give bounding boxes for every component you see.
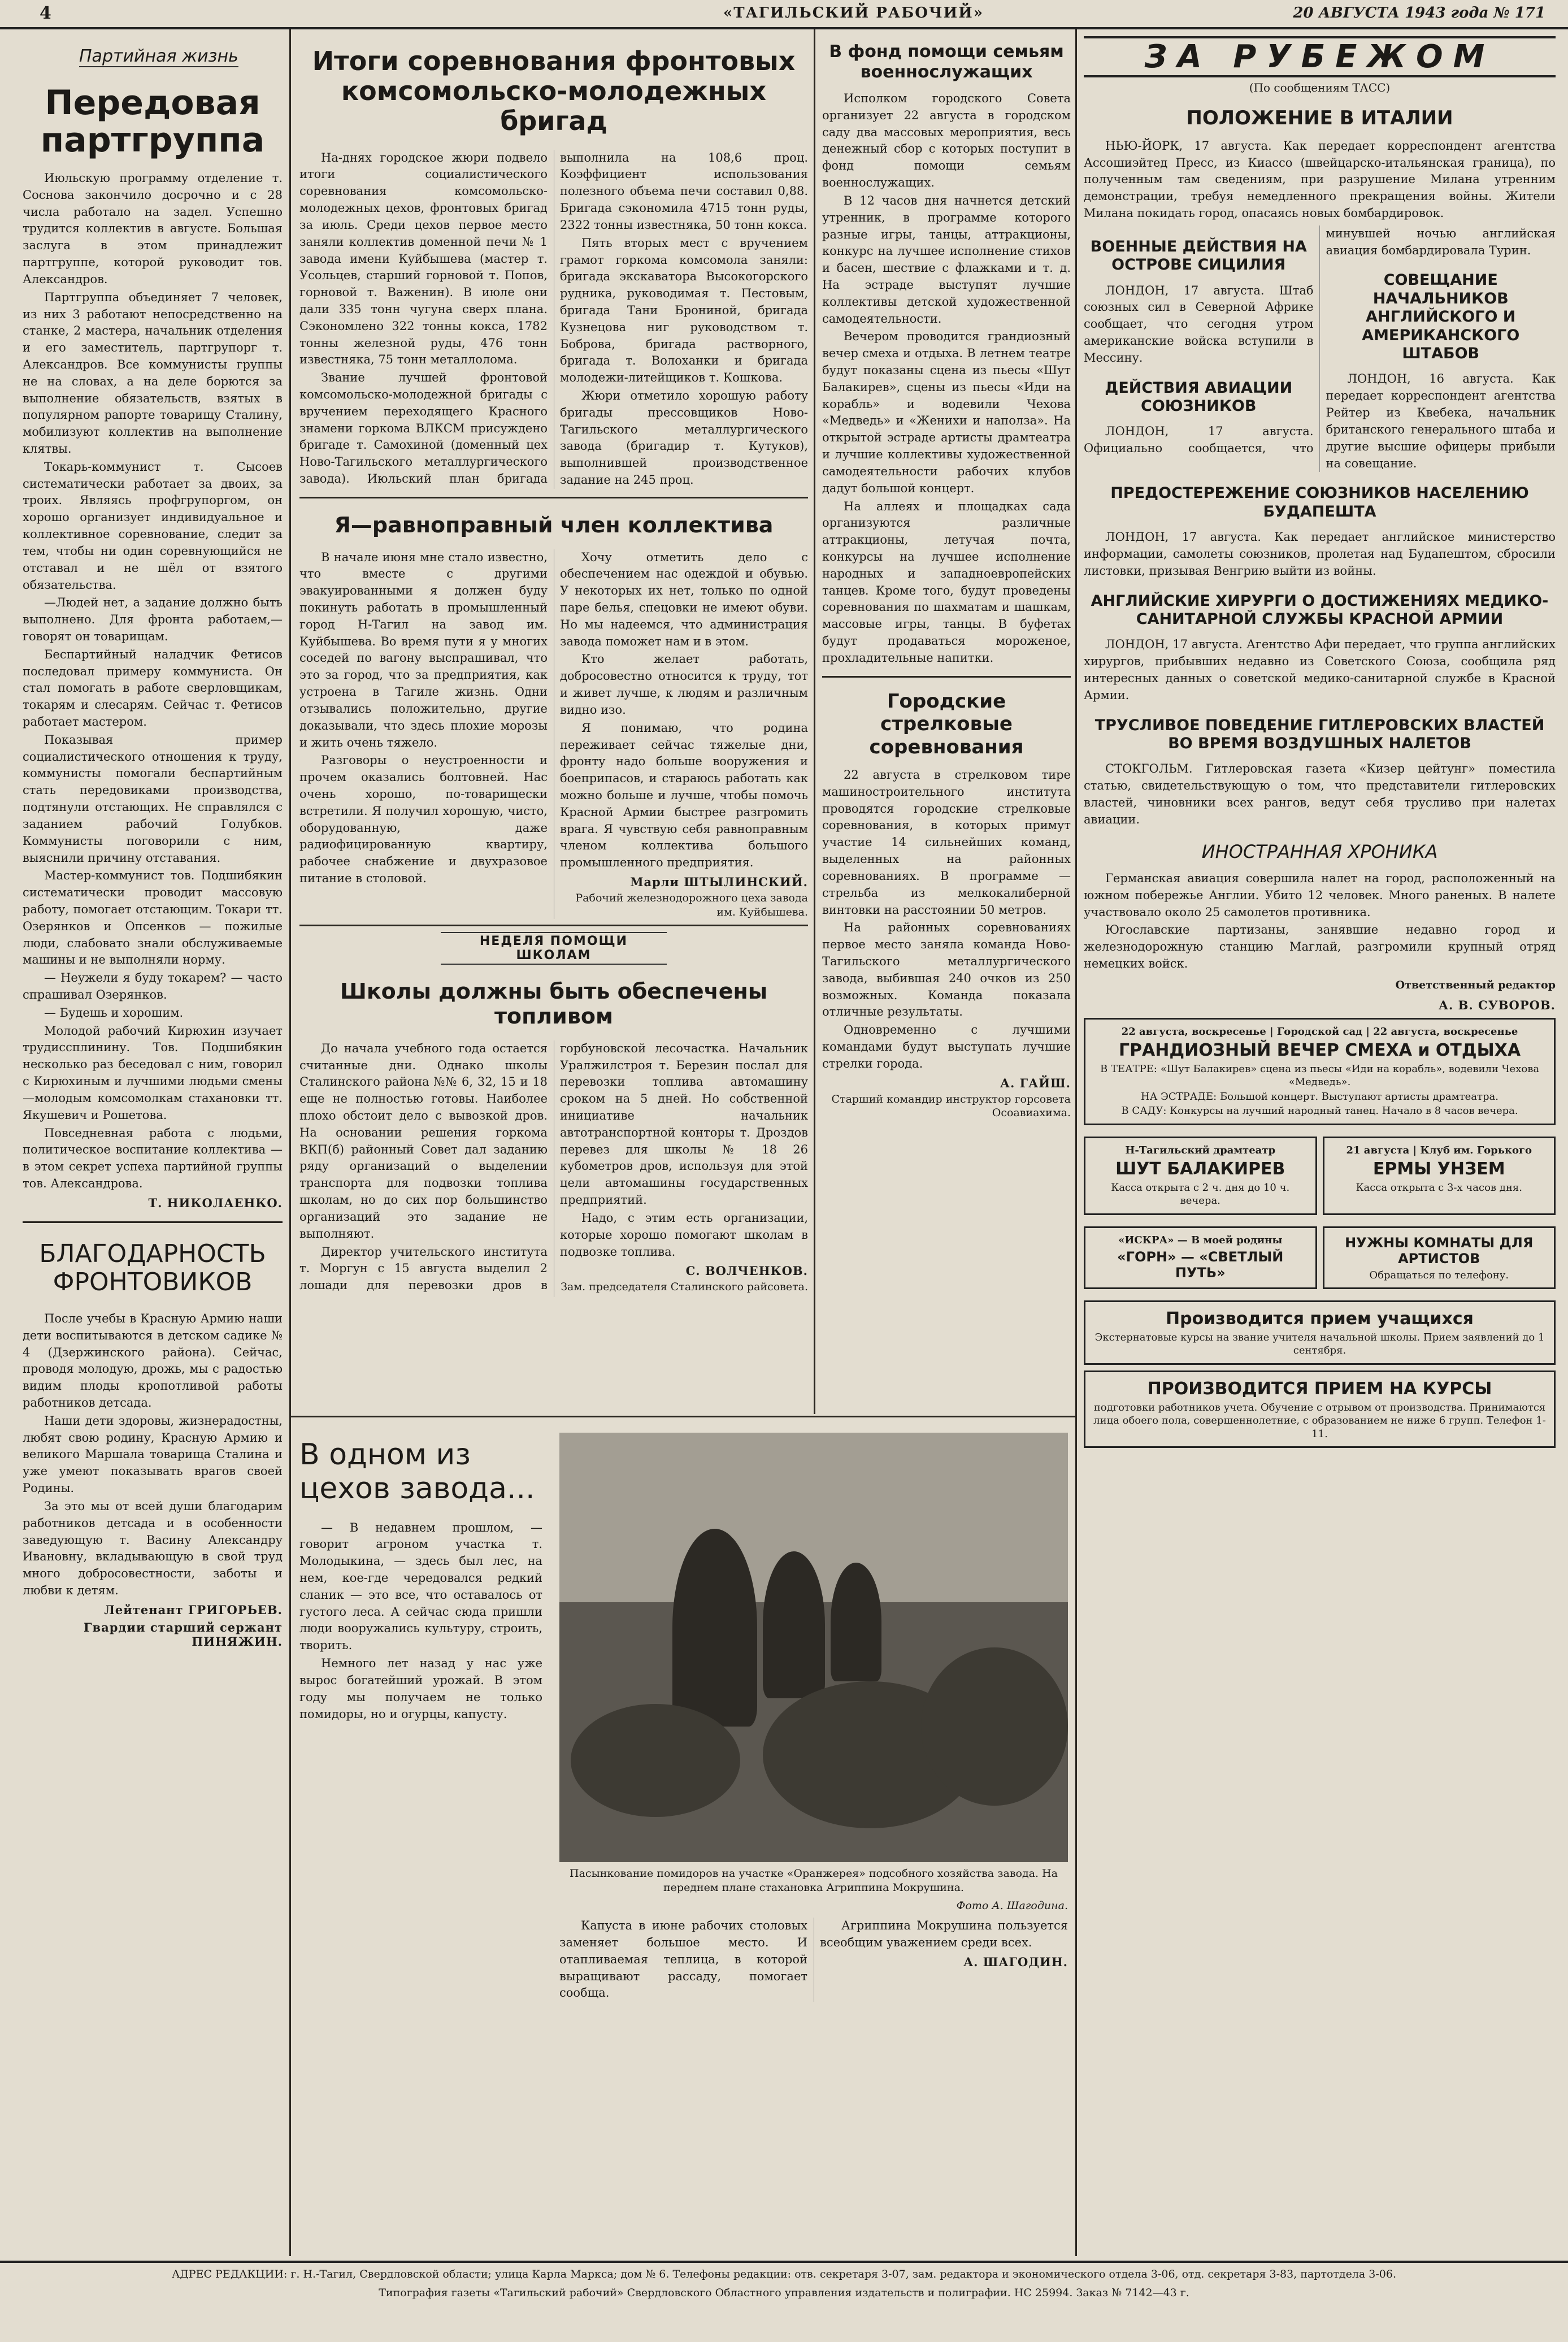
paragraph: Партгруппа объединяет 7 человек, из них 3 работают непосредственно на станке, 2 мастера, начальник отделения и его заместитель, партгрупорг т. Александров. Все коммунисты группы не на словах, а на деле борются за выполнение обязательств, взятых в популярном рапорте товарищу Сталину, мобилизуют коллектив на выполнение клятвы.	[23, 290, 283, 456]
ad-head: 22 августа, воскресенье | Городской сад | 22 августа, воскресенье	[1121, 1025, 1518, 1038]
ad-line: Обращаться по телефону.	[1369, 1269, 1509, 1281]
news-text: СТОКГОЛЬМ. Гитлеровская газета «Кизер цейтунг» поместила статью, свидетельствующую о том, что представители гитлеровских властей, чиновники всех рангов, ведут себя трусливо при налетах авиации.	[1084, 762, 1556, 826]
signature-note: Зам. председателя Сталинского райсовета.	[561, 1281, 808, 1294]
paragraph: Наши дети здоровы, жизнерадостны, любят свою родину, Красную Армию и великого Маршала товарища Сталина и уже умеют показывать врагов своей Родины.	[23, 1413, 283, 1495]
paragraph: Молодой рабочий Кирюхин изучает трудиссплинину. Тов. Подшибякин несколько раз беседовал с ним, говорил с Кирюхиным и лучшими людьми смены —молодым комсомолкам стахановки тт. Якушевич и Рошетова.	[23, 1023, 283, 1122]
paragraph: — Неужели я буду токарем? — часто спрашивал Озерянков.	[23, 971, 283, 1001]
article-title: Школы должны быть обеспечены топливом	[340, 979, 768, 1029]
paragraph: На районных соревнованиях первое место заняла команда Ново-Тагильского металлургического завода, выбившая 240 очков из 250 возможных. Команда показала отличные результаты.	[822, 921, 1071, 1019]
ad-title: Производится прием учащихся	[1166, 1309, 1474, 1329]
article-body	[299, 150, 808, 489]
photo-foliage	[571, 1704, 740, 1817]
signature: Марли ШТЫЛИНСКИЙ.	[630, 875, 808, 890]
article-in-workshop	[299, 1421, 1068, 2258]
paragraph: Повседневная работа с людьми, политическое воспитание коллектива — в этом секрет успеха партийной группы тов. Александрова.	[23, 1126, 283, 1190]
news-title: СОВЕЩАНИЕ НАЧАЛЬНИКОВ АНГЛИЙСКОГО И АМЕРИКАНСКОГО ШТАБОВ	[1362, 271, 1520, 363]
photo-caption: Пасынкование помидоров на участке «Оранжерея» подсобного хозяйства завода. На переднем плане стахановка Агриппина Мокрушина.	[570, 1867, 1058, 1894]
page-header	[0, 0, 1568, 29]
paragraph: Разговоры о неустроенности и прочем оказались болтовней. Нас очень хорошо, по-товарищески встретили. Я получил хорошую, чисто, оборудованную, даже радиофицированную квартиру, рабочее снабжение и двухразовое питание в столовой.	[299, 753, 548, 886]
paragraph: За это мы от всей души благодарим работников детсада и в особенности заведующую т. Васину Александру Ивановну, вкладывающую в свой труд много добросовестности, заботы и любви к детям.	[23, 1499, 283, 1597]
paragraph: Беспартийный наладчик Фетисов последовал примеру коммуниста. Он стал помогать в работе сверловщикам, токарям и слесарям. Сейчас т. Фетисов работает мастером.	[23, 647, 283, 728]
paragraph: Мастер-коммунист тов. Подшибякин систематически проводит массовую работу, помогает отстающим. Токари тт. Озерянков и Опсенков — пожилые люди, слабовато знали обслуживаемые машины и не выполняли норму.	[23, 869, 283, 967]
paragraph: Одновременно с лучшими командами будут выступать лучшие стрелки города.	[822, 1023, 1071, 1070]
column-party-life	[23, 29, 283, 1651]
paragraph: 22 августа в стрелковом тире машиностроительного института проводятся городские стрелковые соревнования, в которых примут участие 14 сильнейших команд, выделенных на районных соревнованиях. В программе — стрельба из мелкокалиберной винтовки на расстоянии 50 метров.	[822, 768, 1071, 917]
signature: Гвардии старший сержант ПИНЯЖИН.	[84, 1620, 283, 1649]
ad-title: ГРАНДИОЗНЫЙ ВЕЧЕР СМЕХА и ОТДЫХА	[1118, 1040, 1521, 1060]
paragraph: Показывая пример социалистического отношения к труду, коммунисты помогали беспартийным стать передовиками производства, подтянули отстающих. Не справлялся с заданием рабочий Голубков. Коммунисты поговорили с ним, выяснили причину отставания.	[23, 732, 283, 865]
paragraph: Немного лет назад у нас уже вырос богатейший урожай. В этом году мы получаем не только помидоры, но и огурцы, капусту.	[299, 1656, 542, 1721]
ad-title: ПРОИЗВОДИТСЯ ПРИЕМ НА КУРСЫ	[1147, 1378, 1492, 1399]
photo-tomato-field	[559, 1433, 1068, 1862]
column-rule	[1075, 29, 1077, 2256]
abroad-header	[1084, 36, 1556, 77]
news-title: ТРУСЛИВОЕ ПОВЕДЕНИЕ ГИТЛЕРОВСКИХ ВЛАСТЕЙ ВО ВРЕМЯ ВОЗДУШНЫХ НАЛЕТОВ	[1094, 716, 1545, 752]
paper-name: «ТАГИЛЬСКИЙ РАБОЧИЙ»	[723, 5, 984, 21]
article-title: Городские стрелковые соревнования	[869, 689, 1024, 759]
column-family-fund	[822, 29, 1071, 1414]
ad-cinema	[1084, 1226, 1317, 1289]
article-body	[299, 549, 808, 920]
abroad-subtitle: (По сообщениям ТАСС)	[1249, 81, 1391, 94]
paragraph: Жюри отметило хорошую работу бригады прессовщиков Ново-Тагильского металлургического завода (бригадир т. Кутуков), выполнившей производственное задание на 245 проц.	[560, 389, 808, 487]
news-title: ДЕЙСТВИЯ АВИАЦИИ СОЮЗНИКОВ	[1105, 379, 1293, 415]
news-title: АНГЛИЙСКИЕ ХИРУРГИ О ДОСТИЖЕНИЯХ МЕДИКО-САНИТАРНОЙ СЛУЖБЫ КРАСНОЙ АРМИИ	[1091, 592, 1549, 628]
divider	[299, 497, 808, 498]
ad-title: НУЖНЫ КОМНАТЫ ДЛЯ АРТИСТОВ	[1345, 1234, 1534, 1267]
paragraph: Агриппина Мокрушина пользуется всеобщим уважением среди всех.	[820, 1919, 1068, 1949]
issue-date: 20 АВГУСТА 1943 года № 171	[1293, 5, 1545, 21]
paragraph: На-днях городское жюри подвело итоги социалистического соревнования комсомольско-молодежных цехов, фронтовых бригад за июль. Среди цехов первое место заняли коллектив доменной печи № 1 завода имени Куйбышева (мастер т. Усольцев, старший горновой т. Попов, горновой т. Важенин). В июле они дали 335 тонн чугуна сверх плана. Сэкономлено 322 тонны кокса, 1782 тонны железной руды, 476 тонн известняка, 75 тонн металлолома.	[299, 150, 548, 367]
divider	[289, 1416, 1075, 1417]
ad-title: ШУТ БАЛАКИРЕВ	[1115, 1159, 1285, 1179]
article-title: В одном из цехов завода...	[299, 1438, 535, 1506]
photo-block	[559, 1433, 1068, 2002]
editor-label: Ответственный редактор	[1395, 978, 1556, 991]
signature-note: Старший командир инструктор горсовета Осоавиахима.	[831, 1092, 1071, 1120]
chronicle-text: Югославские партизаны, занявшие недавно город и железнодорожную станцию Маглай, разгромили крупный отряд немецких войск.	[1084, 923, 1556, 971]
news-title: ПРЕДОСТЕРЕЖЕНИЕ СОЮЗНИКОВ НАСЕЛЕНИЮ БУДАПЕШТА	[1110, 484, 1529, 521]
ad-club	[1323, 1137, 1556, 1215]
column-competition	[299, 29, 808, 1414]
ad-line: подготовки работников учета. Обучение с отрывом от производства. Принимаются лица обоего пола, совершеннолетние, с образованием не ниже 6 групп. Телефон 1-11.	[1093, 1401, 1546, 1440]
ad-head: 21 августа | Клуб им. Горького	[1346, 1144, 1532, 1156]
paragraph: Токарь-коммунист т. Сысоев систематически работает за двоих, за троих. Являясь профгрупоргом, он хорошо организует индивидуальное и коллективное соревнование, следит за тем, чтобы ни один соревнующийся не отставал и не шёл от взятого обязательства.	[23, 459, 283, 592]
ad-evening	[1084, 1018, 1556, 1125]
signature: А. ГАЙШ.	[1000, 1075, 1071, 1090]
news-title: ВОЕННЫЕ ДЕЙСТВИЯ НА ОСТРОВЕ СИЦИЛИЯ	[1090, 237, 1307, 274]
article-title: В фонд помощи семьям военнослужащих	[829, 42, 1064, 82]
ad-title: «ГОРН» — «СВЕТЛЫЙ ПУТЬ»	[1117, 1249, 1284, 1281]
divider	[299, 925, 808, 926]
article-body	[23, 170, 283, 1192]
paragraph: Надо, с этим есть организации, которые хорошо помогают школам в подвозке топлива.	[560, 1211, 808, 1259]
photo-worker-figure	[672, 1529, 757, 1727]
article-title: Итоги соревнования фронтовых комсомольско-молодежных бригад	[312, 46, 796, 136]
article-body-cont	[559, 1918, 1068, 2002]
ad-line: Касса открыта с 3-х часов дня.	[1356, 1181, 1522, 1194]
paragraph: На аллеях и площадках сада организуются различные аттракционы, летучая почта, конкурсы на лучшее исполнение народных и западноевропейских танцев. Кроме того, будут проведены соревнования по шахматам и шашкам, массовые игры, танцы. В буфетах будут продаваться мороженое, прохладительные напитки.	[822, 499, 1071, 665]
news-item	[1084, 107, 1556, 222]
signature: Т. НИКОЛАЕНКО.	[148, 1195, 283, 1210]
ad-line: Экстернатовые курсы на звание учителя начальной школы. Прием заявлений до 1 сентября.	[1094, 1332, 1545, 1357]
chronicle-title: ИНОСТРАННАЯ ХРОНИКА	[1201, 840, 1438, 862]
ad-courses	[1084, 1370, 1556, 1448]
signature-note: Рабочий железнодорожного цеха завода им. Куйбышева.	[575, 892, 808, 918]
paragraph: Пять вторых мест с вручением грамот горкома комсомола заняли: бригада экскаватора Высокогорского рудника, руководимая т. Пестовым, бригада Тани Брониной, бригада Кузнецова ниг руководством т. Боброва, бригада растворного, бригада т. Волоханки и бригада молодежи-литейщиков т. Кошкова.	[560, 236, 808, 385]
column-rule	[814, 29, 815, 1414]
paragraph: — В недавнем прошлом, — говорит агроном участка т. Молодыкина, — здесь был лес, на нем, кое-где чередовался редкий сланик — это все, что оставалось от густого леса. А сейчас сюда пришли люди вооружались культуру, строить, творить.	[299, 1520, 542, 1653]
paragraph: Июльскую программу отделение т. Соснова закончило досрочно и с 28 числа работало на задел. Успешно трудится коллектив в августе. Большая заслуга в этом принадлежит партгруппе, которой руководит тов. Александров.	[23, 171, 283, 286]
paragraph: Хочу отметить дело с обеспечением нас одеждой и обувью. У некоторых их нет, только по одной паре белья, спецовки не имеют обуви. Но мы надеемся, что администрация завода поможет нам и в этом.	[560, 550, 808, 648]
paragraph: Кто желает работать, добросовестно относится к труду, тот и живет лучше, к людям и различным видно изо.	[560, 652, 808, 717]
paragraph: Капуста в июне рабочих столовых заменяет большое место. И отапливаемая теплица, в которой выращивают рассаду, помогает сообща.	[559, 1919, 807, 2000]
page-footer	[0, 2261, 1568, 2342]
article-title: Я—равноправный член коллектива	[334, 512, 774, 537]
ad-row	[1084, 1131, 1556, 1221]
ad-line: В САДУ: Конкурсы на лучший народный танец. Начало в 8 часов вечера.	[1121, 1105, 1518, 1117]
article-title: БЛАГОДАРНОСТЬ ФРОНТОВИКОВ	[39, 1239, 266, 1297]
column-rule	[289, 29, 291, 2256]
paragraph: Я понимаю, что родина переживает сейчас тяжелые дни, фронту надо больше вооружения и боеприпасов, и стараюсь работать как можно больше и лучше, чтобы помочь Красной Армии быстрее разгромить врага. Я чувствую себя равноправным членом коллектива большого промышленного предприятия.	[560, 721, 808, 870]
ad-students	[1084, 1300, 1556, 1365]
column-abroad	[1084, 29, 1556, 2256]
news-text: ЛОНДОН, 16 августа. Как передает корреспондент агентства Рейтер из Квебека, начальник британского генерального штаба и другие высшие офицеры прибыли на совещание.	[1326, 372, 1556, 470]
editorial-address: АДРЕС РЕДАКЦИИ: г. Н.-Тагил, Свердловской области; улица Карла Маркса; дом № 6. Телефоны редакции: отв. секретаря 3-07, зам. редактора и экономического отдела 3-06, отд. секретаря 3-83, партотдела 3-06.	[171, 2268, 1397, 2280]
paragraph: Вечером проводится грандиозный вечер смеха и отдыха. В летнем театре будут показаны сцена из пьесы «Шут Балакирев», сцены из пьесы «Иди на корабль» и водевили Чехова «Медведь» и «Женихи и наполза». На открытой эстраде артисты драмтеатра и лучшие коллективы художественной самодеятельности рабочих клубов дадут большой концерт.	[822, 329, 1071, 495]
printing-info: Типография газеты «Тагильский рабочий» Свердловского Областного управления издательств и полиграфии. НС 25994. Заказ № 7142—43 г.	[379, 2286, 1189, 2299]
divider	[822, 676, 1071, 678]
signature: С. ВОЛЧЕНКОВ.	[685, 1264, 808, 1278]
ad-head: «ИСКРА» — В моей родины	[1118, 1234, 1283, 1246]
news-pair	[1084, 225, 1556, 472]
ad-theatre	[1084, 1137, 1317, 1215]
article-body	[299, 1040, 808, 1297]
section-label: Партийная жизнь	[79, 46, 238, 66]
article-title: Передовая партгруппа	[40, 83, 265, 160]
news-text: ЛОНДОН, 17 августа. Официально сообщается, что минувшей ночью английская авиация бомбардировала Турин.	[1084, 226, 1556, 456]
ad-row	[1084, 1221, 1556, 1295]
abroad-title: ЗА РУБЕЖОМ	[1144, 38, 1495, 75]
news-text: ЛОНДОН, 17 августа. Агентство Афи передает, что группа английских хирургов, прибывших недавно из Советского Союза, сообщила ряд интересных данных о советской медико-санитарной службе в Красной Армии.	[1084, 637, 1556, 702]
news-title: ПОЛОЖЕНИЕ В ИТАЛИИ	[1186, 107, 1453, 129]
paragraph: В начале июня мне стало известно, что вместе с другими эвакуированными я должен буду покинуть работать в промышленный город Н-Тагил на завод им. Куйбышева. Во время пути я у многих соседей по вагону выспрашивал, что это за город, что за предприятия, как устроена в Тагиле жизнь. Одни отзывались положительно, другие доказывали, что здесь плохие морозы и жить очень тяжело.	[299, 550, 548, 749]
paragraph: В 12 часов дня начнется детский утренник, в программе которого разные игры, танцы, аттракционы, конкурс на лучшее исполнение стихов и басен, шествие с флажками и т. д. На эстраде выступят лучшие коллективы детской художественной самодеятельности.	[822, 193, 1071, 326]
paragraph: Исполком городского Совета организует 22 августа в городском саду два массовых мероприятия, весь денежный сбор с которых поступит в фонд помощи семьям военнослужащих.	[822, 92, 1071, 190]
paragraph: До начала учебного года остается считанные дни. Однако школы Сталинского района №№ 6, 32, 15 и 18 еще не полностью готовы. Наиболее плохо обстоит дело с вывозкой дров. На основании решения горкома ВКП(б) районный Совет дал заданию ряду организаций о выделении транспорта для подвозки топлива школам, но до сих пор большинство организаций это задание не выполняют.	[299, 1041, 548, 1241]
paragraph: После учебы в Красную Армию наши дети воспитываются в детском садике № 4 (Дзержинского района). Сейчас, проводя молодую, дрожь, мы с радостью видим плоды кропотливой работы работников детсада.	[23, 1311, 283, 1409]
paragraph: Звание лучшей фронтовой комсомольско-молодежной бригады с вручением переходящего Красного знамени горкома ВЛКСМ присуждено бригаде т. Самохиной (доменный цех Ново-Тагильского металлургического завода). Июльский план бригада выполнила на 108,6 проц. Коэффициент использования полезного объема печи составил 0,88. Бригада сэкономила 4715 тонн руды, 2322 тонны известняка, 50 тонн кокса.	[299, 150, 808, 486]
divider	[23, 1221, 283, 1223]
news-text: ЛОНДОН, 17 августа. Как передает английское министерство информации, самолеты союзников, пролетая над Будапештом, сбросили листовки, призывая Венгрию выйти из войны.	[1084, 530, 1556, 578]
ad-line: Касса открыта с 2 ч. дня до 10 ч. вечера.	[1111, 1181, 1290, 1207]
paragraph: —Людей нет, а задание должно быть выполнено. Для фронта работаем,—говорят он товарищам.	[23, 596, 283, 643]
photo-foliage	[921, 1647, 1068, 1806]
signature: Лейтенант ГРИГОРЬЕВ.	[104, 1602, 283, 1617]
paragraph: — Будешь и хорошим.	[44, 1005, 184, 1020]
signature: А. ШАГОДИН.	[963, 1954, 1068, 1969]
photo-worker-figure	[763, 1551, 825, 1698]
ad-head: Н-Тагильский драмтеатр	[1125, 1144, 1276, 1156]
chronicle-text: Германская авиация совершила налет на город, расположенный на южном побережье Англии. Убито 12 человек. Много раненых. В налете участвовало около 25 самолетов противника.	[1084, 871, 1556, 919]
rubric: НЕДЕЛЯ ПОМОЩИ ШКОЛАМ	[441, 932, 667, 965]
editor-name: А. В. СУВОРОВ.	[1438, 997, 1556, 1012]
news-text: ЛОНДОН, 17 августа. Штаб союзных сил в Северной Африке сообщает, что сегодня утром американские войска вступили в Мессину.	[1084, 283, 1314, 365]
photo-credit: Фото А. Шагодина.	[956, 1899, 1068, 1912]
ad-rooms	[1323, 1226, 1556, 1289]
ad-title: ЕРМЫ УНЗЕМ	[1372, 1159, 1505, 1179]
page-number: 4	[40, 3, 51, 23]
news-text: НЬЮ-ЙОРК, 17 августа. Как передает корреспондент агентства Ассошиэйтед Пресс, из Киассо (швейцарско-итальянская граница), по полученным там сведениям, при разрушение Милана утренним демонстрации, требуя немедленного прекращения войны. Жители Милана покидать город, опасаясь новых бомбардировок.	[1084, 138, 1556, 220]
ad-line: В ТЕАТРЕ: «Шут Балакирев» сцена из пьесы «Иди на корабль», водевили Чехова «Медведь».	[1100, 1062, 1540, 1088]
photo-worker-figure	[831, 1563, 881, 1681]
ad-line: НА ЭСТРАДЕ: Большой концерт. Выступают артисты драмтеатра.	[1141, 1090, 1498, 1103]
paragraph: Директор учительского института т. Моргун с 15 августа выделил 2 лошади для перевозки дров в горбуновской лесочастка. Начальник Уралжилстроя т. Березин послал для перевозки топлива автомашину сроком на 5 дней. Но собственной инициативе начальник автотранспортной конторы т. Дроздов перевез для школы № 18 26 кубометров дров, используя для этой цели автомашины государственных предприятий.	[299, 1041, 808, 1293]
